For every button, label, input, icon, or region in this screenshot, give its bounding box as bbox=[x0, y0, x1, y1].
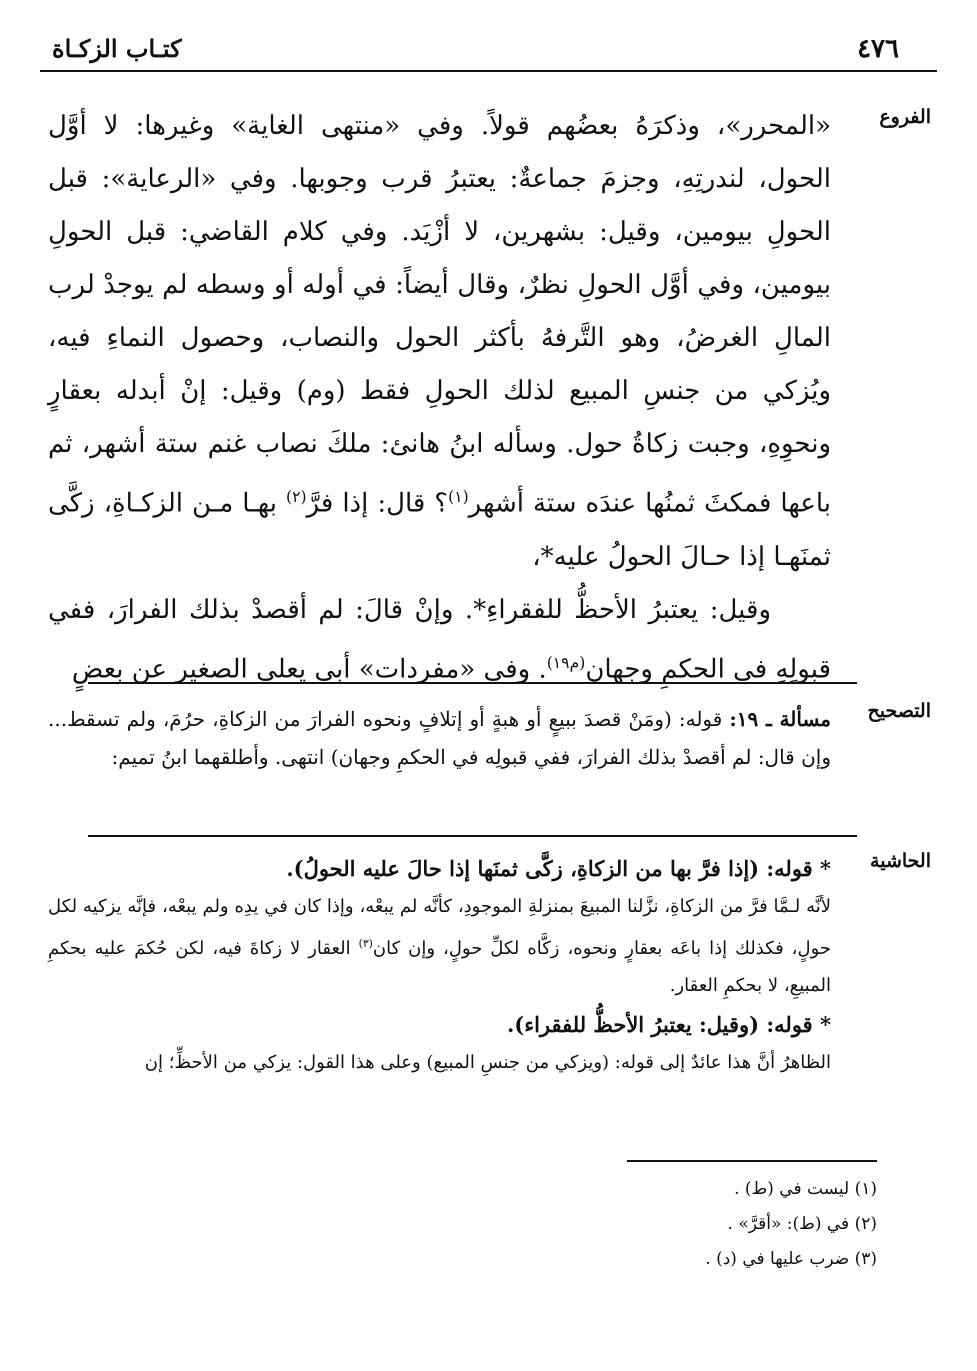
main-paragraph-2 bbox=[48, 584, 831, 697]
running-head: كتـاب الزكـاة bbox=[52, 34, 182, 63]
page-number: ٤٧٦ bbox=[857, 34, 899, 64]
divider-line bbox=[88, 835, 857, 837]
main-paragraph-1-text-c: بهـا مـن الزكـاةِ، زكَّى ثمنَهـا إذا حـالَ الحولُ عليه*، bbox=[48, 488, 831, 572]
footnote-1: (١) ليست في (ط) . bbox=[734, 1179, 877, 1199]
tashih-section bbox=[48, 700, 931, 830]
page-header bbox=[40, 34, 937, 72]
tashih-text: قوله: (ومَنْ قصدَ ببيعٍ أو هبةٍ أو إتلافٍ ونحوه الفرارَ من الزكاةِ، حرُمَ، ولم تسقط... وإن قال: لم أقصدْ بذلك الفرارَ، ففي قبولِه في الحكمِ وجهان) انتهى. وأطلقهما ابنُ تميم: bbox=[48, 707, 831, 769]
main-text-body bbox=[48, 100, 831, 696]
main-paragraph-1-text: «المحرر»، وذكرَهُ بعضُهم قولاً. وفي «منتهى الغاية» وغيرها: لا أوَّل الحول، لندرتِهِ، وجزمَ جماعةٌ: يعتبرُ قرب وجوبها. وفي «الرعاية»: قبل الحولِ بيومين، وقيل: بشهرين، لا أزْيَد. وفي كلام القاضي: قبل الحولِ بيومين، وفي أوَّل الحولِ نظرٌ، وقال أيضاً: في أوله أو وسطه لم يوجدْ لرب المالِ الغرضُ، وهو التَّرفهُ بأكثر الحول والنصاب، وحصول النماءِ فيه، ويُزكي من جنسِ المبيع لذلك الحولِ فقط (وم) وقيل: إنْ أبدله بعقارٍ ونحوِهِ، وجبت زكاةُ حول. وسأله ابنُ هانئ: ملكَ نصاب غنم ستة أشهر، ثم باعها فمكثَ ثمنُها عندَه ستة أشهر bbox=[48, 111, 832, 519]
hashiya-comment-1-text-b: العقار لا زكاةَ فيه، لكن حُكمَ عليه بحكمِ المبيعِ، لا بحكمِ العقار. bbox=[48, 938, 831, 996]
tashih-body bbox=[48, 700, 831, 776]
main-paragraph-2-text: وقيل: يعتبرُ الأحظُّ للفقراءِ*. وإنْ قالَ: لم أقصدْ بذلك الفرارَ، ففي قبولِهِ في الحكمِ وجهان bbox=[48, 594, 831, 685]
hashiya-body bbox=[48, 850, 831, 1081]
masala-number: مسألة ـ ١٩: bbox=[729, 707, 831, 731]
hashiya-comment-1-text: لأنَّه لـمَّا فرَّ من الزكاةِ، نزَّلنا المبيعَ بمنزلةِ الموجودِ، كأنَّه لم يبعْه، وإذا كان في يدِه ولم يبعْه، فإنَّه يزكيه لكل حولٍ، فكذلك إذا باعَه بعقارٍ ونحوه، زكَّاه لكلِّ حولٍ، وإن كان bbox=[48, 896, 831, 959]
hashiya-quote-2: * قوله: (وقيل: يعتبرُ الأحظُّ للفقراء). bbox=[506, 1012, 831, 1037]
footnote-ref-1: (١) bbox=[448, 488, 469, 506]
footnotes bbox=[400, 1172, 877, 1277]
section-label-tashih: التصحيح bbox=[867, 700, 931, 722]
footnote-2: (٢) في (ط): «أقرَّ» . bbox=[727, 1214, 877, 1234]
footnote-ref-2: (٢) bbox=[286, 488, 307, 506]
main-paragraph-1-text-b: ؟ قال: إذا فرَّ bbox=[306, 488, 449, 519]
main-text-section bbox=[48, 100, 931, 685]
hashiya-comment-2: الظاهرُ أنَّ هذا عائدٌ إلى قوله: (ويزكي من جنسِ المبيع) وعلى هذا القول: يزكي من الأحظِّ؛ إن bbox=[144, 1052, 831, 1073]
section-label-hashiya: الحاشية bbox=[870, 850, 931, 872]
footnote-3: (٣) ضرب عليها في (د) . bbox=[705, 1249, 877, 1269]
tashih-paragraph bbox=[48, 700, 831, 776]
section-label-furu: الفروع bbox=[879, 106, 931, 128]
hashiya-quote-1: * قوله: (إذا فرَّ بها من الزكاةِ، زكَّى ثمنَها إذا حالَ عليه الحولُ). bbox=[286, 856, 831, 881]
masala-ref: (م١٩) bbox=[546, 653, 586, 672]
main-paragraph-1 bbox=[48, 100, 831, 584]
divider-line bbox=[88, 682, 857, 684]
main-paragraph-2-text-b: . وفي «مفردات» أبي يعلى الصغير عن بعضٍ bbox=[71, 654, 547, 685]
footnote-divider bbox=[627, 1160, 877, 1162]
footnote-ref-3: (٣) bbox=[358, 937, 373, 950]
hashiya-comment-1 bbox=[48, 888, 831, 1004]
hashiya-section bbox=[48, 850, 931, 1150]
